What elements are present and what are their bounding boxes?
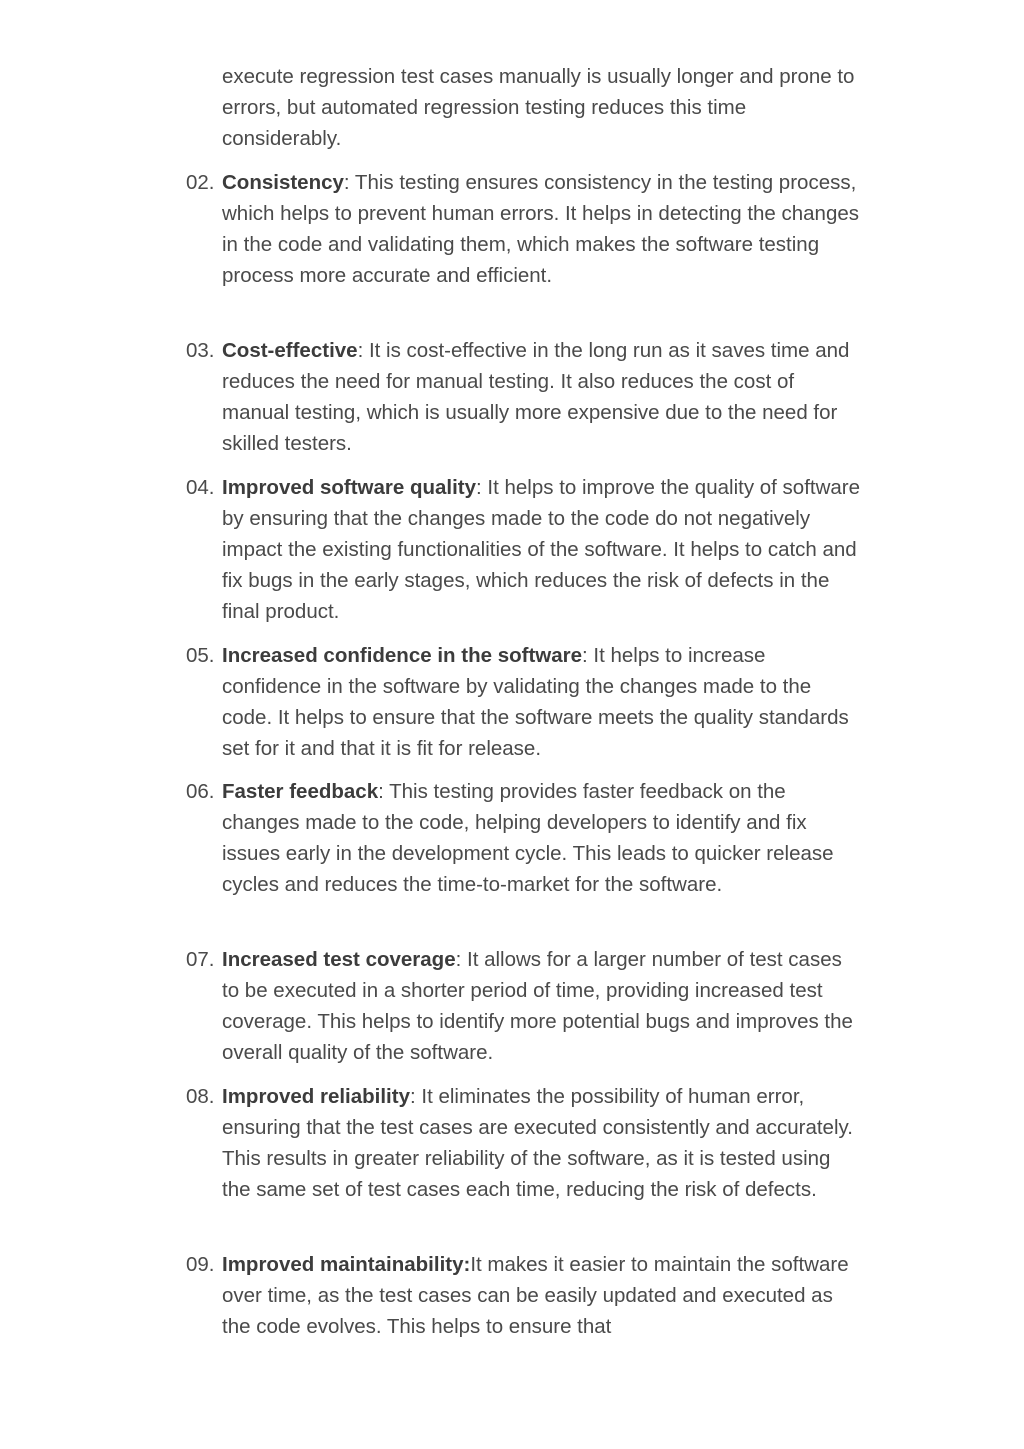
- list-item-body: [222, 640, 862, 764]
- list-number: 05.: [186, 644, 215, 667]
- list-item-text: : It helps to improve the quality of software by ensuring that the changes made to the code do not negatively impact the existing functionalities of the software. It helps to catch and fix bugs in the early stages, which reduces the risk of defects in the final product.: [222, 476, 861, 623]
- list-item-term: Improved reliability: [222, 1085, 410, 1108]
- list-item-text: : This testing ensures consistency in the testing process, which helps to prevent human errors. It helps in detecting the changes in the code and validating them, which makes the software testing process more accurate and efficient.: [222, 171, 860, 287]
- list-item-term: Improved software quality: [222, 476, 477, 499]
- list-number: 04.: [186, 476, 215, 499]
- list-item-term: Cost-effective: [222, 339, 358, 362]
- list-item-term: Improved maintainability:: [222, 1253, 471, 1276]
- list-number: 07.: [186, 948, 215, 971]
- list-item-term: Increased test coverage: [222, 948, 456, 971]
- list-item-term: Consistency: [222, 171, 344, 194]
- list-item-text: : This testing provides faster feedback on the changes made to the code, helping developers to identify and fix issues early in the development cycle. This leads to quicker release cycles and reduces the time-to-market for the software.: [222, 780, 834, 896]
- list-item-body: [222, 335, 862, 459]
- list-number: 08.: [186, 1085, 215, 1108]
- list-number: 03.: [186, 339, 215, 362]
- list-item-text: : It helps to increase confidence in the software by validating the changes made to the code. It helps to ensure that the software meets the quality standards set for it and that it is fit for release.: [222, 644, 849, 760]
- list-item-term: Faster feedback: [222, 780, 379, 803]
- list-number: 06.: [186, 780, 215, 803]
- list-item-text: : It is cost-effective in the long run as it saves time and reduces the need for manual testing. It also reduces the cost of manual testing, which is usually more expensive due to the need for skilled testers.: [222, 339, 850, 455]
- list-item-body: [222, 1249, 862, 1342]
- list-item-body: [222, 944, 862, 1068]
- list-item-text: : It allows for a larger number of test cases to be executed in a shorter period of time, providing increased test coverage. This helps to identify more potential bugs and improves the overall quality of the software.: [222, 948, 853, 1064]
- list-item-text: : It eliminates the possibility of human error, ensuring that the test cases are executed consistently and accurately. This results in greater reliability of the software, as it is tested using the same set of test cases each time, reducing the risk of defects.: [222, 1085, 853, 1201]
- list-item-body: [222, 1081, 862, 1205]
- list-item-term: Increased confidence in the software: [222, 644, 582, 667]
- list-item-body: [222, 776, 862, 900]
- list-number: 02.: [186, 171, 215, 194]
- list-number: 09.: [186, 1253, 215, 1276]
- list-item-body: [222, 472, 862, 627]
- intro-paragraph: execute regression test cases manually is usually longer and prone to errors, but automated regression testing reduces this time considerably.: [222, 65, 855, 150]
- list-item-text: It makes it easier to maintain the software over time, as the test cases can be easily updated and executed as the code evolves. This helps to ensure that: [222, 1253, 849, 1338]
- list-item-body: [222, 167, 862, 291]
